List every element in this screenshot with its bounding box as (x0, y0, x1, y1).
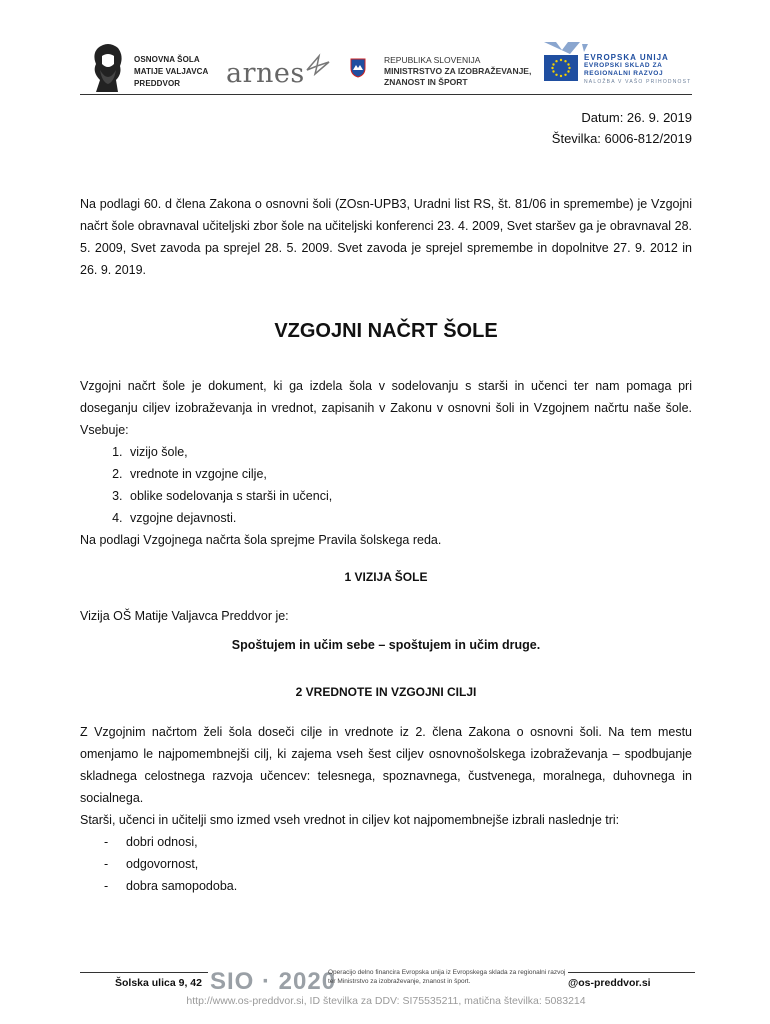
values-selection-text: Starši, učenci in učitelji smo izmed vseh vrednot in ciljev kot najpomembnejše izbrali naslednje tri: (80, 813, 620, 827)
ministry-line: ZNANOST IN ŠPORT (384, 77, 468, 87)
plan-contents-list (80, 441, 692, 529)
footer-divider-left (80, 972, 208, 973)
list-item: 2. vrednote in vzgojne cilje, (126, 463, 692, 485)
vision-text: Vizija OŠ Matije Valjavca Preddvor je: (80, 609, 289, 623)
plan-description (80, 375, 692, 551)
school-name (134, 54, 208, 90)
eu-line: NALOŽBA V VAŠO PRIHODNOST (584, 79, 692, 85)
intro-paragraph: Na podlagi 60. d člena Zakona o osnovni šoli (ZOsn-UPB3, Uradni list RS, št. 81/06 in spremembe) je Vzgojni načrt šole obravnaval učiteljski zbor šole na učiteljski konferenci 23. 4. 2009, Svet staršev ga je obravnaval 28. 5. 2009, Svet zavoda pa sprejel 28. 5. 2009. Svet zavoda je sprejel spremembe in dopolnitve 27. 9. 2012 in 26. 9. 2019. (80, 197, 692, 277)
school-logo-portrait-icon (88, 40, 128, 92)
ministry-line: REPUBLIKA SLOVENIJA (384, 55, 481, 65)
values-text: Z Vzgojnim načrtom želi šola doseči cilje in vrednote iz 2. člena Zakona o osnovni šoli. Na tem mestu omenjamo le najpomembnejši cilj, ki zajema vseh šest ciljev osnovnošolskega izobraževanja – spodbujanje skladnega celostnega razvoja učencev: telesnega, spoznavnega, čustvenega, moralnega, duhovnega in socialnega. (80, 725, 692, 805)
header-divider (80, 94, 692, 95)
list-item: - dobra samopodoba. (80, 875, 692, 897)
eu-line: EVROPSKA UNIJA (584, 53, 669, 62)
plan-closing-text: Na podlagi Vzgojnega načrta šola sprejme Pravila šolskega reda. (80, 533, 442, 547)
school-motto: Spoštujem in učim sebe – spoštujem in učim druge. (231, 638, 541, 652)
eu-line: REGIONALNI RAZVOJ (584, 70, 664, 77)
section-heading-values: 2 VREDNOTE IN VZGOJNI CILJI (295, 685, 477, 699)
values-section (80, 721, 692, 897)
school-name-line: OSNOVNA ŠOLA (134, 55, 200, 64)
plan-description-text: Vzgojni načrt šole je dokument, ki ga izdela šola v sodelovanju s starši in učenci ter nam pomaga pri doseganju ciljev izobraževanja in vrednot, zapisanih v Zakonu v osnovni šoli in Vzgojnem načrtu naše šole. Vsebuje: (80, 379, 692, 437)
document-date: Datum: 26. 9. 2019 (581, 110, 692, 125)
footer-web-info[interactable]: http://www.os-preddvor.si, ID številka za DDV: SI75535211, matična številka: 5083214 (186, 995, 586, 1007)
footer-divider-right (568, 972, 695, 973)
arnes-logo-text: arnes (226, 58, 305, 89)
sio-funding-note: Operacijo delno financira Evropska unija iz Evropskega sklada za regionalni razvoj ter Ministrstvo za izobraževanje, znanost in šport. (328, 969, 566, 985)
sio-logo-text: SIO · 2020 (210, 968, 337, 995)
list-item: 1. vizijo šole, (126, 441, 692, 463)
values-list (80, 831, 692, 897)
page-title: VZGOJNI NAČRT ŠOLE (274, 320, 498, 342)
list-item: - dobri odnosi, (80, 831, 692, 853)
school-name-line: MATIJE VALJAVCA (134, 67, 209, 76)
document-meta (552, 107, 692, 149)
arnes-bird-icon (305, 52, 331, 78)
ministry-line: MINISTRSTVO ZA IZOBRAŽEVANJE, (384, 66, 532, 76)
eu-flag-icon (544, 55, 578, 81)
list-item: 4. vzgojne dejavnosti. (126, 507, 692, 529)
list-item: - odgovornost, (80, 853, 692, 875)
slovenia-crest-icon (350, 58, 366, 78)
footer-email[interactable]: @os-preddvor.si (568, 977, 651, 989)
section-heading-vision: 1 VIZIJA ŠOLE (344, 570, 428, 584)
eu-line: EVROPSKI SKLAD ZA (584, 62, 663, 69)
school-name-line: PREDDVOR (134, 79, 181, 88)
ministry-logo-text (384, 55, 531, 88)
eu-logo-text (584, 54, 691, 86)
document-number: Številka: 6006-812/2019 (551, 131, 692, 146)
list-item: 3. oblike sodelovanja s starši in učenci, (126, 485, 692, 507)
footer-address: Šolska ulica 9, 42 (115, 977, 202, 989)
